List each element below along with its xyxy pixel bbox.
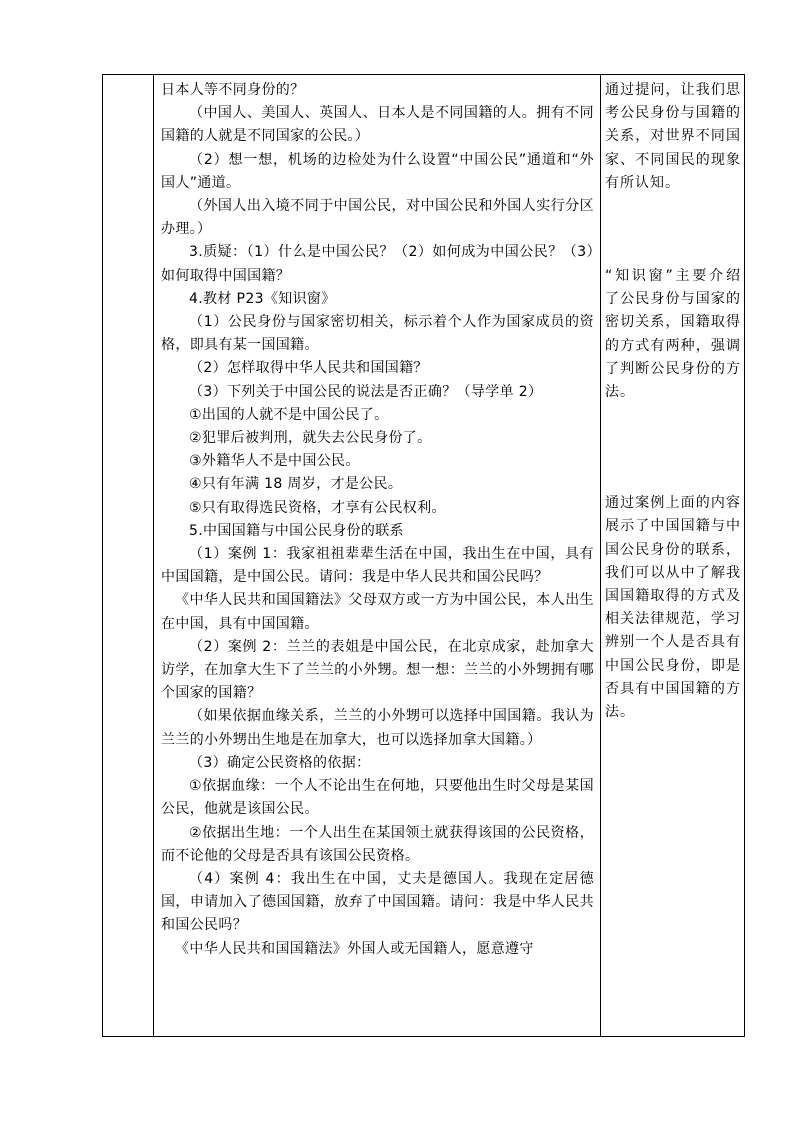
paragraph: （如果依据血缘关系，兰兰的小外甥可以选择中国国籍。我认为兰兰的小外甥出生地是在加拿大，也可以选择加拿大国籍。） [161, 708, 594, 748]
paragraph: （1）公民身份与国家密切相关，标示着个人作为国家成员的资格，即具有某一国国籍。 [161, 314, 594, 354]
teaching-process-cell [154, 75, 601, 1037]
paragraph: 3.质疑：（1）什么是中国公民？（2）如何成为中国公民？（3）如何取得中国国籍？ [161, 244, 594, 284]
paragraph: ①出国的人就不是中国公民了。 [189, 406, 389, 423]
paragraph: （1）案例 1：我家祖祖辈辈生活在中国，我出生在中国，具有中国国籍，是中国公民。请问：我是中华人民共和国公民吗？ [161, 546, 594, 586]
design-note: 通过案例上面的内容展示了中国国籍与中国公民身份的联系，我们可以从中了解我国国籍取得的方式及相关法律规范，学习辨别一个人是否具有中国公民身份，即是否具有中国国籍的方法。 [605, 495, 741, 721]
paragraph: ②依据出生地：一个人出生在某国领土就获得该国的公民资格，而不论他的父母是否具有该国公民资格。 [161, 824, 594, 864]
paragraph: （3）确定公民资格的依据： [189, 754, 371, 771]
design-intent-cell [601, 75, 745, 1037]
paragraph: ④只有年满 18 周岁，才是公民。 [189, 476, 403, 493]
paragraph: （2）案例 2：兰兰的表姐是中国公民，在北京成家，赴加拿大访学，在加拿大生下了兰兰的小外甥。想一想：兰兰的小外甥拥有哪个国家的国籍？ [161, 638, 594, 702]
paragraph: （中国人、美国人、英国人、日本人是不同国籍的人。拥有不同国籍的人就是不同国家的公民。） [161, 105, 594, 145]
paragraph: 5.中国国籍与中国公民身份的联系 [189, 522, 404, 539]
design-notes [601, 75, 744, 724]
paragraph: 《中华人民共和国国籍法》父母双方或一方为中国公民，本人出生在中国，具有中国国籍。 [161, 592, 594, 632]
paragraph: 日本人等不同身份的？ [161, 82, 305, 98]
paragraph: （4）案例 4：我出生在中国，丈夫是德国人。我现在定居德国，申请加入了德国国籍，放弃了中国国籍。请问：我是中华人民共和国公民吗？ [161, 870, 594, 934]
paragraph: ②犯罪后被判刑，就失去公民身份了。 [189, 430, 432, 447]
teaching-content [154, 75, 600, 961]
design-note: “知识窗”主要介绍了公民身份与国家的密切关系，国籍取得的方式有两种，强调了判断公民身份的方法。 [605, 268, 741, 401]
blank-cell [103, 75, 154, 1037]
paragraph: （2）怎样取得中华人民共和国国籍？ [189, 360, 428, 377]
paragraph: ⑤只有取得选民资格，才享有公民权利。 [189, 499, 446, 516]
paragraph: （2）想一想，机场的边检处为什么设置“中国公民”通道和“外国人”通道。 [161, 151, 594, 191]
paragraph: ③外籍华人不是中国公民。 [189, 453, 360, 470]
paragraph: ①依据血缘：一个人不论出生在何地，只要他出生时父母是某国公民，他就是该国公民。 [161, 778, 594, 818]
table-row [103, 75, 745, 1037]
lesson-table [102, 74, 745, 1037]
paragraph: （3）下列关于中国公民的说法是否正确？（导学单 2） [189, 383, 543, 400]
design-note: 通过提问，让我们思考公民身份与国籍的关系，对世界不同国家、不同国民的现象有所认知。 [605, 82, 741, 191]
paragraph: （外国人出入境不同于中国公民，对中国公民和外国人实行分区办理。） [161, 198, 594, 238]
paragraph: 4.教材 P23《知识窗》 [189, 290, 336, 307]
paragraph: 《中华人民共和国国籍法》外国人或无国籍人，愿意遵守 [175, 940, 534, 957]
